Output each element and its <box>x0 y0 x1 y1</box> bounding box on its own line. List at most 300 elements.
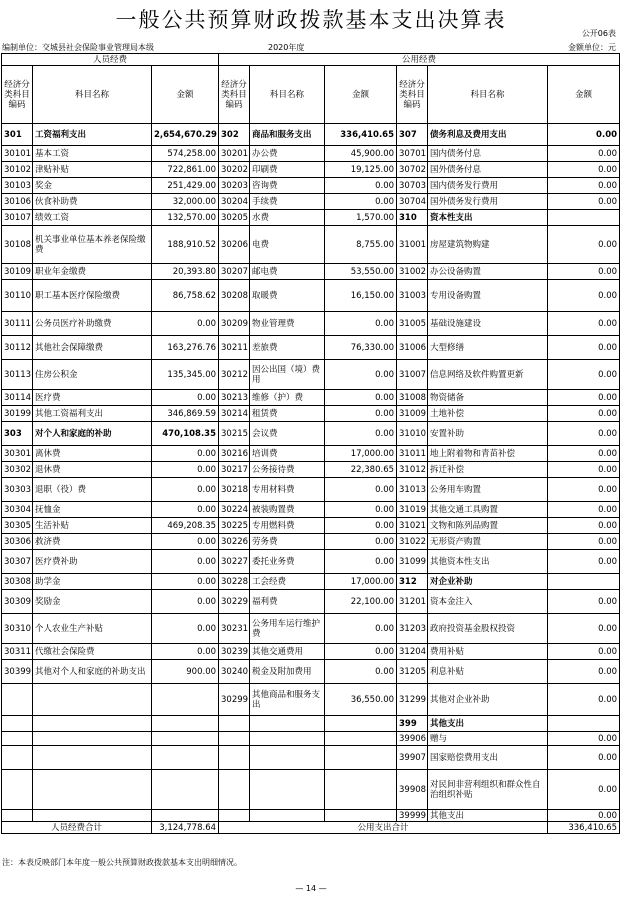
public-amount-2-cell: 0.00 <box>548 280 620 312</box>
public-item-2-cell: 基础设施建设 <box>428 312 548 336</box>
public-amount-cell: 0.00 <box>325 360 397 390</box>
public-code-2-cell: 39908 <box>397 770 428 810</box>
table-row <box>2 162 620 178</box>
personnel-amount-cell: 32,000.00 <box>152 194 219 210</box>
public-code-cell: 30299 <box>219 684 250 716</box>
public-amount-2-cell: 0.00 <box>548 264 620 280</box>
public-item-cell: 培训费 <box>250 446 325 462</box>
table-row <box>2 422 620 446</box>
public-amount-2-cell <box>548 574 620 590</box>
public-code-cell <box>219 716 250 732</box>
public-item-cell: 电费 <box>250 226 325 264</box>
fiscal-year: 2020年度 <box>268 43 305 52</box>
public-item-2-cell: 债务利息及费用支出 <box>428 124 548 146</box>
personnel-code-cell: 30306 <box>2 534 33 550</box>
personnel-amount-cell: 346,869.59 <box>152 406 219 422</box>
personnel-item-cell: 绩效工资 <box>33 210 152 226</box>
public-item-2-cell: 大型修缮 <box>428 336 548 360</box>
public-code-2-cell: 310 <box>397 210 428 226</box>
table-row <box>2 194 620 210</box>
public-code-2-cell: 31007 <box>397 360 428 390</box>
public-code-2-cell: 31201 <box>397 590 428 614</box>
public-item-cell: 印刷费 <box>250 162 325 178</box>
public-amount-2-cell: 0.00 <box>548 360 620 390</box>
public-item-cell <box>250 732 325 746</box>
public-code-2-cell: 312 <box>397 574 428 590</box>
public-amount-2-cell: 0.00 <box>548 462 620 478</box>
personnel-amount-cell: 188,910.52 <box>152 226 219 264</box>
personnel-item-cell: 其他对个人和家庭的补助支出 <box>33 660 152 684</box>
public-amount-cell: 0.00 <box>325 550 397 574</box>
personnel-amount-cell <box>152 732 219 746</box>
public-code-2-cell: 31019 <box>397 502 428 518</box>
public-amount-cell: 0.00 <box>325 660 397 684</box>
reporting-unit: 编制单位：交城县社会保险事业管理局本级 <box>2 43 154 52</box>
public-amount-cell: 336,410.65 <box>325 124 397 146</box>
table-row <box>2 502 620 518</box>
personnel-item-cell: 其他工资福利支出 <box>33 406 152 422</box>
public-group-header: 公用经费 <box>219 54 620 66</box>
public-code-2-cell: 31011 <box>397 446 428 462</box>
public-total-amount: 336,410.65 <box>548 822 620 834</box>
public-code-cell: 30224 <box>219 502 250 518</box>
public-code-cell: 30240 <box>219 660 250 684</box>
table-row <box>2 406 620 422</box>
personnel-item-cell <box>33 810 152 822</box>
personnel-item-cell: 住房公积金 <box>33 360 152 390</box>
public-amount-cell <box>325 746 397 770</box>
public-amount-2-cell: 0.00 <box>548 390 620 406</box>
personnel-amount-cell: 2,654,670.29 <box>152 124 219 146</box>
public-code-2-cell: 31205 <box>397 660 428 684</box>
public-item-cell: 商品和服务支出 <box>250 124 325 146</box>
personnel-amount-cell: 0.00 <box>152 390 219 406</box>
footnote: 注：本表反映部门本年度一般公共预算财政拨款基本支出明细情况。 <box>2 858 242 867</box>
public-amount-2-cell: 0.00 <box>548 162 620 178</box>
public-item-cell: 邮电费 <box>250 264 325 280</box>
public-amount-2-cell: 0.00 <box>548 746 620 770</box>
personnel-group-header: 人员经费 <box>2 54 219 66</box>
public-code-cell: 30226 <box>219 534 250 550</box>
public-item-cell: 因公出国（境）费用 <box>250 360 325 390</box>
public-amount-cell: 8,755.00 <box>325 226 397 264</box>
public-code-2-cell: 31022 <box>397 534 428 550</box>
amount-header: 金额 <box>152 66 219 124</box>
public-item-2-cell: 其他支出 <box>428 716 548 732</box>
public-item-cell: 会议费 <box>250 422 325 446</box>
personnel-code-cell: 30310 <box>2 614 33 644</box>
table-row <box>2 226 620 264</box>
personnel-code-cell: 30199 <box>2 406 33 422</box>
table-row <box>2 360 620 390</box>
public-item-cell: 物业管理费 <box>250 312 325 336</box>
public-code-2-cell: 39907 <box>397 746 428 770</box>
public-amount-2-cell: 0.00 <box>548 518 620 534</box>
public-item-cell: 劳务费 <box>250 534 325 550</box>
public-code-2-cell: 31013 <box>397 478 428 502</box>
public-item-2-cell: 文物和陈列品购置 <box>428 518 548 534</box>
table-row <box>2 644 620 660</box>
public-item-cell: 其他商品和服务支出 <box>250 684 325 716</box>
personnel-item-cell: 个人农业生产补贴 <box>33 614 152 644</box>
public-code-cell: 30218 <box>219 478 250 502</box>
personnel-amount-cell <box>152 716 219 732</box>
public-item-2-cell: 国内债务付息 <box>428 146 548 162</box>
public-amount-2-cell: 0.00 <box>548 422 620 446</box>
public-amount-2-cell: 0.00 <box>548 550 620 574</box>
public-item-2-cell: 国外债务付息 <box>428 162 548 178</box>
public-item-2-cell: 安置补助 <box>428 422 548 446</box>
personnel-amount-cell: 0.00 <box>152 644 219 660</box>
public-amount-cell: 16,150.00 <box>325 280 397 312</box>
personnel-code-cell: 301 <box>2 124 33 146</box>
code-header: 经济分类科目编码 <box>219 66 250 124</box>
name-header: 科目名称 <box>33 66 152 124</box>
public-amount-2-cell: 0.00 <box>548 446 620 462</box>
personnel-item-cell: 退休费 <box>33 462 152 478</box>
personnel-amount-cell <box>152 770 219 810</box>
code-header: 经济分类科目编码 <box>2 66 33 124</box>
personnel-code-cell: 303 <box>2 422 33 446</box>
public-code-cell: 30228 <box>219 574 250 590</box>
personnel-item-cell: 机关事业单位基本养老保险缴费 <box>33 226 152 264</box>
personnel-code-cell: 30114 <box>2 390 33 406</box>
public-amount-2-cell: 0.00 <box>548 178 620 194</box>
personnel-item-cell: 救济费 <box>33 534 152 550</box>
public-amount-cell: 0.00 <box>325 614 397 644</box>
page-number: — 14 — <box>295 884 327 893</box>
public-amount-cell: 22,100.00 <box>325 590 397 614</box>
public-item-2-cell: 政府投资基金股权投资 <box>428 614 548 644</box>
personnel-code-cell: 30302 <box>2 462 33 478</box>
personnel-amount-cell <box>152 810 219 822</box>
public-code-cell: 30203 <box>219 178 250 194</box>
public-item-2-cell: 信息网络及软件购置更新 <box>428 360 548 390</box>
totals-row <box>2 822 620 834</box>
personnel-code-cell <box>2 770 33 810</box>
table-row <box>2 574 620 590</box>
public-item-cell: 工会经费 <box>250 574 325 590</box>
public-item-cell: 专用燃料费 <box>250 518 325 534</box>
personnel-code-cell <box>2 716 33 732</box>
public-amount-cell: 45,900.00 <box>325 146 397 162</box>
public-amount-2-cell: 0.00 <box>548 312 620 336</box>
public-amount-2-cell: 0.00 <box>548 590 620 614</box>
personnel-amount-cell: 0.00 <box>152 312 219 336</box>
public-amount-cell: 17,000.00 <box>325 574 397 590</box>
table-row <box>2 446 620 462</box>
public-amount-2-cell: 0.00 <box>548 770 620 810</box>
personnel-item-cell: 助学金 <box>33 574 152 590</box>
personnel-amount-cell: 86,758.62 <box>152 280 219 312</box>
expenditure-table <box>1 53 620 834</box>
table-row <box>2 518 620 534</box>
public-amount-cell <box>325 716 397 732</box>
personnel-code-cell: 30301 <box>2 446 33 462</box>
public-item-cell <box>250 716 325 732</box>
public-code-2-cell: 31021 <box>397 518 428 534</box>
personnel-code-cell <box>2 810 33 822</box>
public-amount-2-cell: 0.00 <box>548 226 620 264</box>
public-item-2-cell: 公务用车购置 <box>428 478 548 502</box>
public-code-cell: 30202 <box>219 162 250 178</box>
table-row <box>2 684 620 716</box>
personnel-item-cell: 伙食补助费 <box>33 194 152 210</box>
public-code-2-cell: 399 <box>397 716 428 732</box>
public-item-2-cell: 房屋建筑物购建 <box>428 226 548 264</box>
public-item-cell <box>250 770 325 810</box>
table-row <box>2 770 620 810</box>
personnel-item-cell: 生活补贴 <box>33 518 152 534</box>
personnel-code-cell: 30304 <box>2 502 33 518</box>
public-amount-2-cell: 0.00 <box>548 660 620 684</box>
personnel-code-cell: 30399 <box>2 660 33 684</box>
public-amount-2-cell: 0.00 <box>548 124 620 146</box>
personnel-code-cell: 30109 <box>2 264 33 280</box>
personnel-total-amount: 3,124,778.64 <box>152 822 219 834</box>
table-row <box>2 660 620 684</box>
public-code-2-cell: 30701 <box>397 146 428 162</box>
public-item-2-cell: 对民间非营利组织和群众性自治组织补贴 <box>428 770 548 810</box>
table-row <box>2 478 620 502</box>
public-item-2-cell: 资本金注入 <box>428 590 548 614</box>
public-item-cell <box>250 746 325 770</box>
personnel-item-cell: 津贴补贴 <box>33 162 152 178</box>
personnel-amount-cell: 0.00 <box>152 446 219 462</box>
personnel-code-cell: 30112 <box>2 336 33 360</box>
amount-header: 金额 <box>548 66 620 124</box>
personnel-item-cell <box>33 770 152 810</box>
public-code-2-cell: 31005 <box>397 312 428 336</box>
public-amount-cell: 1,570.00 <box>325 210 397 226</box>
public-item-cell: 维修（护）费 <box>250 390 325 406</box>
personnel-amount-cell: 0.00 <box>152 534 219 550</box>
personnel-code-cell: 30107 <box>2 210 33 226</box>
public-item-cell: 委托业务费 <box>250 550 325 574</box>
personnel-code-cell: 30303 <box>2 478 33 502</box>
code-header: 经济分类科目编码 <box>397 66 428 124</box>
public-item-2-cell: 费用补贴 <box>428 644 548 660</box>
public-amount-2-cell: 0.00 <box>548 478 620 502</box>
public-item-2-cell: 其他对企业补助 <box>428 684 548 716</box>
public-amount-2-cell: 0.00 <box>548 146 620 162</box>
public-item-2-cell: 其他交通工具购置 <box>428 502 548 518</box>
personnel-item-cell: 医疗费补助 <box>33 550 152 574</box>
public-code-2-cell: 30703 <box>397 178 428 194</box>
public-code-2-cell: 39906 <box>397 732 428 746</box>
public-code-cell: 30225 <box>219 518 250 534</box>
public-code-cell: 30212 <box>219 360 250 390</box>
personnel-amount-cell: 135,345.00 <box>152 360 219 390</box>
personnel-code-cell <box>2 746 33 770</box>
public-code-cell: 30231 <box>219 614 250 644</box>
public-amount-2-cell: 0.00 <box>548 614 620 644</box>
public-code-cell: 30201 <box>219 146 250 162</box>
personnel-item-cell: 对个人和家庭的补助 <box>33 422 152 446</box>
public-item-cell: 租赁费 <box>250 406 325 422</box>
table-row <box>2 746 620 770</box>
public-code-2-cell: 31012 <box>397 462 428 478</box>
personnel-amount-cell: 900.00 <box>152 660 219 684</box>
public-item-cell: 福利费 <box>250 590 325 614</box>
public-code-cell: 30208 <box>219 280 250 312</box>
personnel-item-cell: 医疗费 <box>33 390 152 406</box>
public-item-2-cell: 其他支出 <box>428 810 548 822</box>
name-header: 科目名称 <box>250 66 325 124</box>
public-item-2-cell: 地上附着物和青苗补偿 <box>428 446 548 462</box>
personnel-item-cell: 其他社会保障缴费 <box>33 336 152 360</box>
personnel-item-cell: 奖金 <box>33 178 152 194</box>
personnel-amount-cell: 251,429.00 <box>152 178 219 194</box>
personnel-item-cell <box>33 732 152 746</box>
public-item-cell: 其他交通费用 <box>250 644 325 660</box>
personnel-item-cell <box>33 746 152 770</box>
public-code-2-cell: 31009 <box>397 406 428 422</box>
public-amount-cell: 0.00 <box>325 390 397 406</box>
public-code-2-cell: 39999 <box>397 810 428 822</box>
table-row <box>2 462 620 478</box>
personnel-amount-cell: 469,208.35 <box>152 518 219 534</box>
personnel-code-cell: 30305 <box>2 518 33 534</box>
public-code-2-cell: 31203 <box>397 614 428 644</box>
public-amount-cell <box>325 810 397 822</box>
personnel-code-cell: 30108 <box>2 226 33 264</box>
public-code-cell: 30211 <box>219 336 250 360</box>
personnel-code-cell <box>2 684 33 716</box>
public-code-cell <box>219 770 250 810</box>
personnel-code-cell: 30111 <box>2 312 33 336</box>
personnel-amount-cell: 0.00 <box>152 574 219 590</box>
public-amount-cell <box>325 770 397 810</box>
public-amount-cell: 0.00 <box>325 478 397 502</box>
personnel-item-cell: 代缴社会保险费 <box>33 644 152 660</box>
public-amount-2-cell: 0.00 <box>548 644 620 660</box>
personnel-code-cell: 30307 <box>2 550 33 574</box>
public-code-cell <box>219 746 250 770</box>
public-code-cell: 302 <box>219 124 250 146</box>
public-amount-cell: 0.00 <box>325 312 397 336</box>
table-row <box>2 590 620 614</box>
table-row <box>2 264 620 280</box>
personnel-code-cell: 30101 <box>2 146 33 162</box>
public-item-2-cell: 土地补偿 <box>428 406 548 422</box>
public-item-2-cell: 其他资本性支出 <box>428 550 548 574</box>
public-amount-cell: 0.00 <box>325 194 397 210</box>
public-item-cell: 水费 <box>250 210 325 226</box>
public-code-cell: 30205 <box>219 210 250 226</box>
table-row <box>2 312 620 336</box>
public-code-2-cell: 31204 <box>397 644 428 660</box>
currency-unit: 金额单位：元 <box>568 43 616 52</box>
public-code-2-cell: 307 <box>397 124 428 146</box>
public-item-cell: 办公费 <box>250 146 325 162</box>
public-item-2-cell: 物资储备 <box>428 390 548 406</box>
personnel-amount-cell: 0.00 <box>152 614 219 644</box>
public-item-2-cell: 专用设备购置 <box>428 280 548 312</box>
public-amount-cell: 0.00 <box>325 178 397 194</box>
public-code-cell: 30206 <box>219 226 250 264</box>
personnel-code-cell: 30102 <box>2 162 33 178</box>
public-item-2-cell: 利息补贴 <box>428 660 548 684</box>
public-amount-cell: 0.00 <box>325 644 397 660</box>
public-code-2-cell: 31006 <box>397 336 428 360</box>
personnel-amount-cell: 0.00 <box>152 550 219 574</box>
public-item-2-cell: 国内债务发行费用 <box>428 178 548 194</box>
public-amount-cell: 17,000.00 <box>325 446 397 462</box>
personnel-item-cell: 退职（役）费 <box>33 478 152 502</box>
public-code-cell: 30227 <box>219 550 250 574</box>
table-row <box>2 614 620 644</box>
public-code-cell <box>219 732 250 746</box>
public-item-cell: 专用材料费 <box>250 478 325 502</box>
table-row <box>2 178 620 194</box>
public-amount-cell: 53,550.00 <box>325 264 397 280</box>
personnel-amount-cell: 20,393.80 <box>152 264 219 280</box>
public-item-2-cell: 资本性支出 <box>428 210 548 226</box>
public-item-cell: 咨询费 <box>250 178 325 194</box>
public-code-cell: 30216 <box>219 446 250 462</box>
public-item-2-cell: 办公设备购置 <box>428 264 548 280</box>
public-amount-cell: 36,550.00 <box>325 684 397 716</box>
public-item-2-cell: 拆迁补偿 <box>428 462 548 478</box>
public-item-2-cell: 无形资产购置 <box>428 534 548 550</box>
personnel-amount-cell: 0.00 <box>152 502 219 518</box>
public-code-cell: 30207 <box>219 264 250 280</box>
personnel-item-cell: 抚恤金 <box>33 502 152 518</box>
personnel-item-cell: 职工基本医疗保险缴费 <box>33 280 152 312</box>
public-amount-2-cell: 0.00 <box>548 534 620 550</box>
public-amount-2-cell: 0.00 <box>548 406 620 422</box>
table-row <box>2 124 620 146</box>
public-amount-cell: 0.00 <box>325 518 397 534</box>
public-code-2-cell: 30702 <box>397 162 428 178</box>
report-title: 一般公共预算财政拨款基本支出决算表 <box>115 8 507 32</box>
public-code-cell: 30217 <box>219 462 250 478</box>
public-amount-cell <box>325 732 397 746</box>
public-amount-2-cell: 0.00 <box>548 684 620 716</box>
personnel-item-cell: 公务员医疗补助缴费 <box>33 312 152 336</box>
public-code-2-cell: 31299 <box>397 684 428 716</box>
table-row <box>2 534 620 550</box>
public-code-2-cell: 31010 <box>397 422 428 446</box>
public-item-cell <box>250 810 325 822</box>
public-code-2-cell: 31002 <box>397 264 428 280</box>
personnel-item-cell: 职业年金缴费 <box>33 264 152 280</box>
table-row <box>2 390 620 406</box>
personnel-amount-cell: 470,108.35 <box>152 422 219 446</box>
personnel-amount-cell: 722,861.00 <box>152 162 219 178</box>
public-amount-2-cell: 0.00 <box>548 336 620 360</box>
personnel-code-cell: 30309 <box>2 590 33 614</box>
personnel-code-cell: 30311 <box>2 644 33 660</box>
personnel-amount-cell: 0.00 <box>152 462 219 478</box>
table-row <box>2 732 620 746</box>
name-header: 科目名称 <box>428 66 548 124</box>
public-amount-cell: 0.00 <box>325 502 397 518</box>
public-item-cell: 公务接待费 <box>250 462 325 478</box>
personnel-amount-cell <box>152 684 219 716</box>
public-code-cell: 30213 <box>219 390 250 406</box>
public-code-2-cell: 31003 <box>397 280 428 312</box>
table-row <box>2 210 620 226</box>
public-item-2-cell: 对企业补助 <box>428 574 548 590</box>
table-row <box>2 280 620 312</box>
public-code-cell: 30229 <box>219 590 250 614</box>
public-amount-2-cell <box>548 210 620 226</box>
public-code-cell: 30215 <box>219 422 250 446</box>
public-code-cell: 30214 <box>219 406 250 422</box>
table-row <box>2 146 620 162</box>
